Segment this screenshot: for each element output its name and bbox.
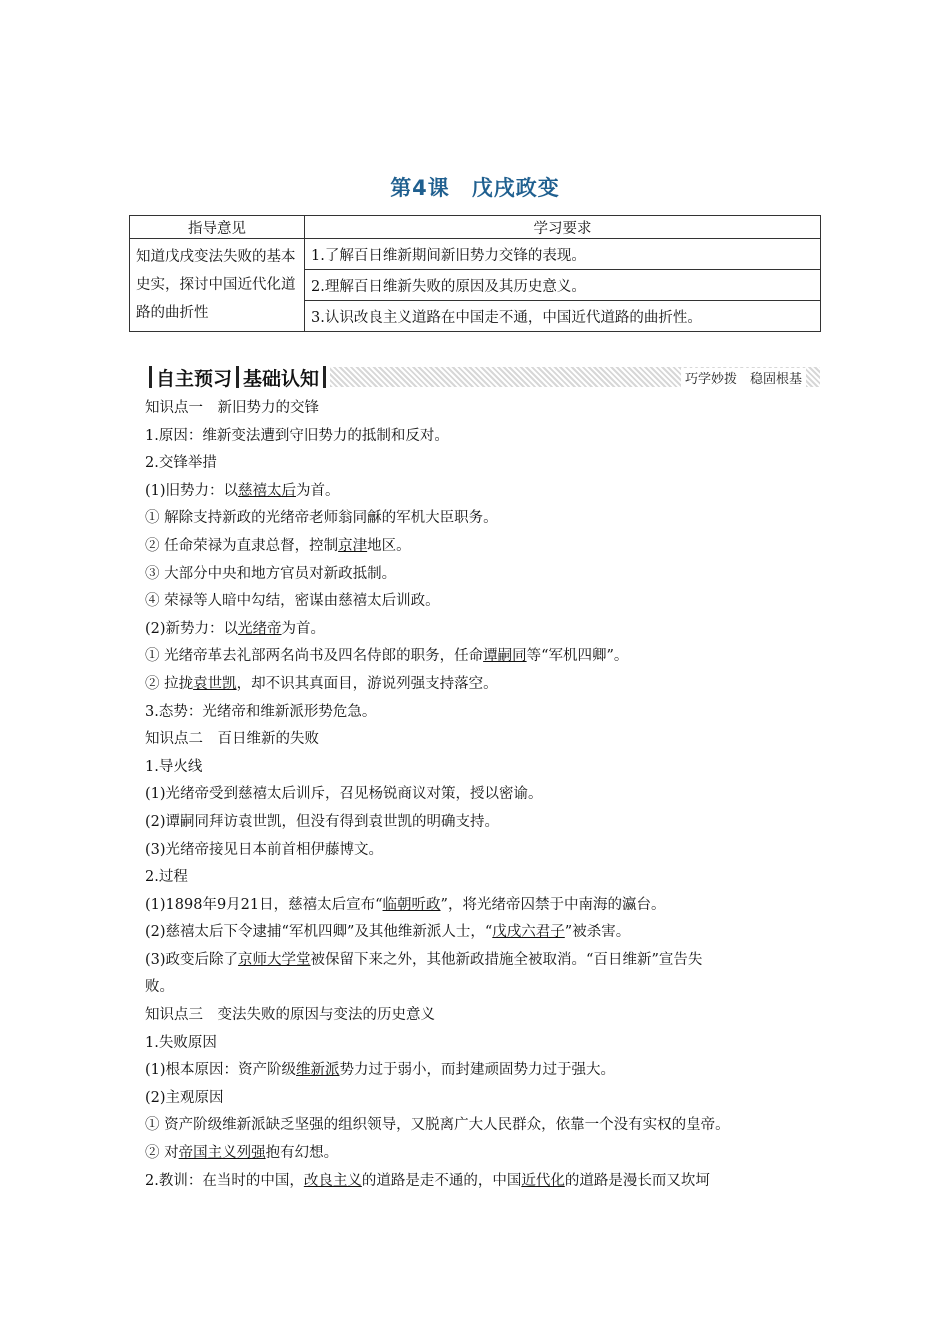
page-title: 第4课 戊戌政变: [390, 176, 560, 200]
underlined-term: 谭嗣同: [483, 648, 527, 665]
underlined-term: 戊戌六君子: [492, 924, 565, 941]
text-line: 2.过程: [145, 869, 188, 886]
text-line: (1)1898年9月21日，慈禧太后宣布“临朝听政”，将光绪帝囚禁于中南海的瀛台。: [145, 896, 666, 913]
text-line: 2.教训：在当时的中国，改良主义的道路是走不通的，中国近代化的道路是漫长而又坎坷: [145, 1172, 710, 1189]
text-line: (2)谭嗣同拜访袁世凯，但没有得到袁世凯的明确支持。: [145, 813, 500, 830]
requirements-table: [129, 215, 821, 332]
header-requirements: 学习要求: [305, 216, 821, 239]
underlined-term: 慈禧太后: [238, 482, 297, 499]
text-line: ② 任命荣禄为直隶总督，控制京津地区。: [145, 537, 411, 554]
content-body: [145, 395, 825, 1195]
text-line: ① 资产阶级维新派缺乏坚强的组织领导，又脱离广大人民群众，依靠一个没有实权的皇帝。: [145, 1117, 730, 1134]
requirement-2: 2.理解百日维新失败的原因及其历史意义。: [305, 270, 821, 301]
underlined-term: 袁世凯: [193, 675, 237, 692]
underlined-term: 维新派: [296, 1062, 340, 1079]
text-line: 3.态势：光绪帝和维新派形势危急。: [145, 703, 377, 720]
knowledge-point-3: 知识点三 变法失败的原因与变法的历史意义: [145, 1007, 435, 1024]
text-line: 1.导火线: [145, 758, 203, 775]
text-line: (3)光绪帝接见日本前首相伊藤博文。: [145, 841, 384, 858]
text-line: (1)光绪帝受到慈禧太后训斥，召见杨锐商议对策，授以密谕。: [145, 786, 543, 803]
section-banner: [145, 364, 820, 390]
text-line: 2.交锋举措: [145, 455, 217, 472]
text-line: 1.原因：维新变法遭到守旧势力的抵制和反对。: [145, 427, 449, 444]
underlined-term: 临朝听政: [382, 896, 441, 913]
banner-subtitle: 巧学妙拨 稳固根基: [681, 368, 806, 387]
text-line: ② 拉拢袁世凯，却不识其真面目，游说列强支持落空。: [145, 675, 498, 692]
knowledge-point-2: 知识点二 百日维新的失败: [145, 731, 319, 748]
text-line: ① 解除支持新政的光绪帝老师翁同龢的军机大臣职务。: [145, 510, 498, 527]
banner-title-1: 自主预习: [156, 367, 233, 390]
text-line: (2)主观原因: [145, 1089, 224, 1106]
requirement-1: 1.了解百日维新期间新旧势力交锋的表现。: [305, 239, 821, 270]
text-line: 败。: [145, 979, 174, 996]
underlined-term: 改良主义: [303, 1172, 362, 1189]
header-guidance: 指导意见: [130, 216, 305, 239]
guidance-text: 知道戊戌变法失败的基本史实，探讨中国近代化道路的曲折性: [130, 239, 305, 332]
underlined-term: 京师大学堂: [238, 951, 311, 968]
text-line: 1.失败原因: [145, 1034, 217, 1051]
underlined-term: 京津: [338, 537, 368, 554]
knowledge-point-1: 知识点一 新旧势力的交锋: [145, 400, 319, 416]
underlined-term: 近代化: [521, 1172, 565, 1189]
text-line: ① 光绪帝革去礼部两名尚书及四名侍郎的职务，任命谭嗣同等“军机四卿”。: [145, 648, 629, 665]
text-line: ④ 荣禄等人暗中勾结，密谋由慈禧太后训政。: [145, 593, 440, 610]
text-line: (2)新势力：以光绪帝为首。: [145, 620, 326, 637]
banner-title-2: 基础认知: [243, 367, 320, 390]
text-line: ③ 大部分中央和地方官员对新政抵制。: [145, 565, 397, 582]
text-line: (1)旧势力：以慈禧太后为首。: [145, 482, 340, 499]
underlined-term: 帝国主义列强: [178, 1145, 266, 1162]
requirement-3: 3.认识改良主义道路在中国走不通，中国近代道路的曲折性。: [305, 301, 821, 332]
text-line: (3)政变后除了京师大学堂被保留下来之外，其他新政措施全被取消。“百日维新”宣告失: [145, 951, 703, 968]
underlined-term: 光绪帝: [238, 620, 282, 637]
text-line: (2)慈禧太后下令逮捕“军机四卿”及其他维新派人士，“戊戌六君子”被杀害。: [145, 924, 631, 941]
text-line: ② 对帝国主义列强抱有幻想。: [145, 1145, 339, 1162]
text-line: (1)根本原因：资产阶级维新派势力过于弱小，而封建顽固势力过于强大。: [145, 1062, 616, 1079]
